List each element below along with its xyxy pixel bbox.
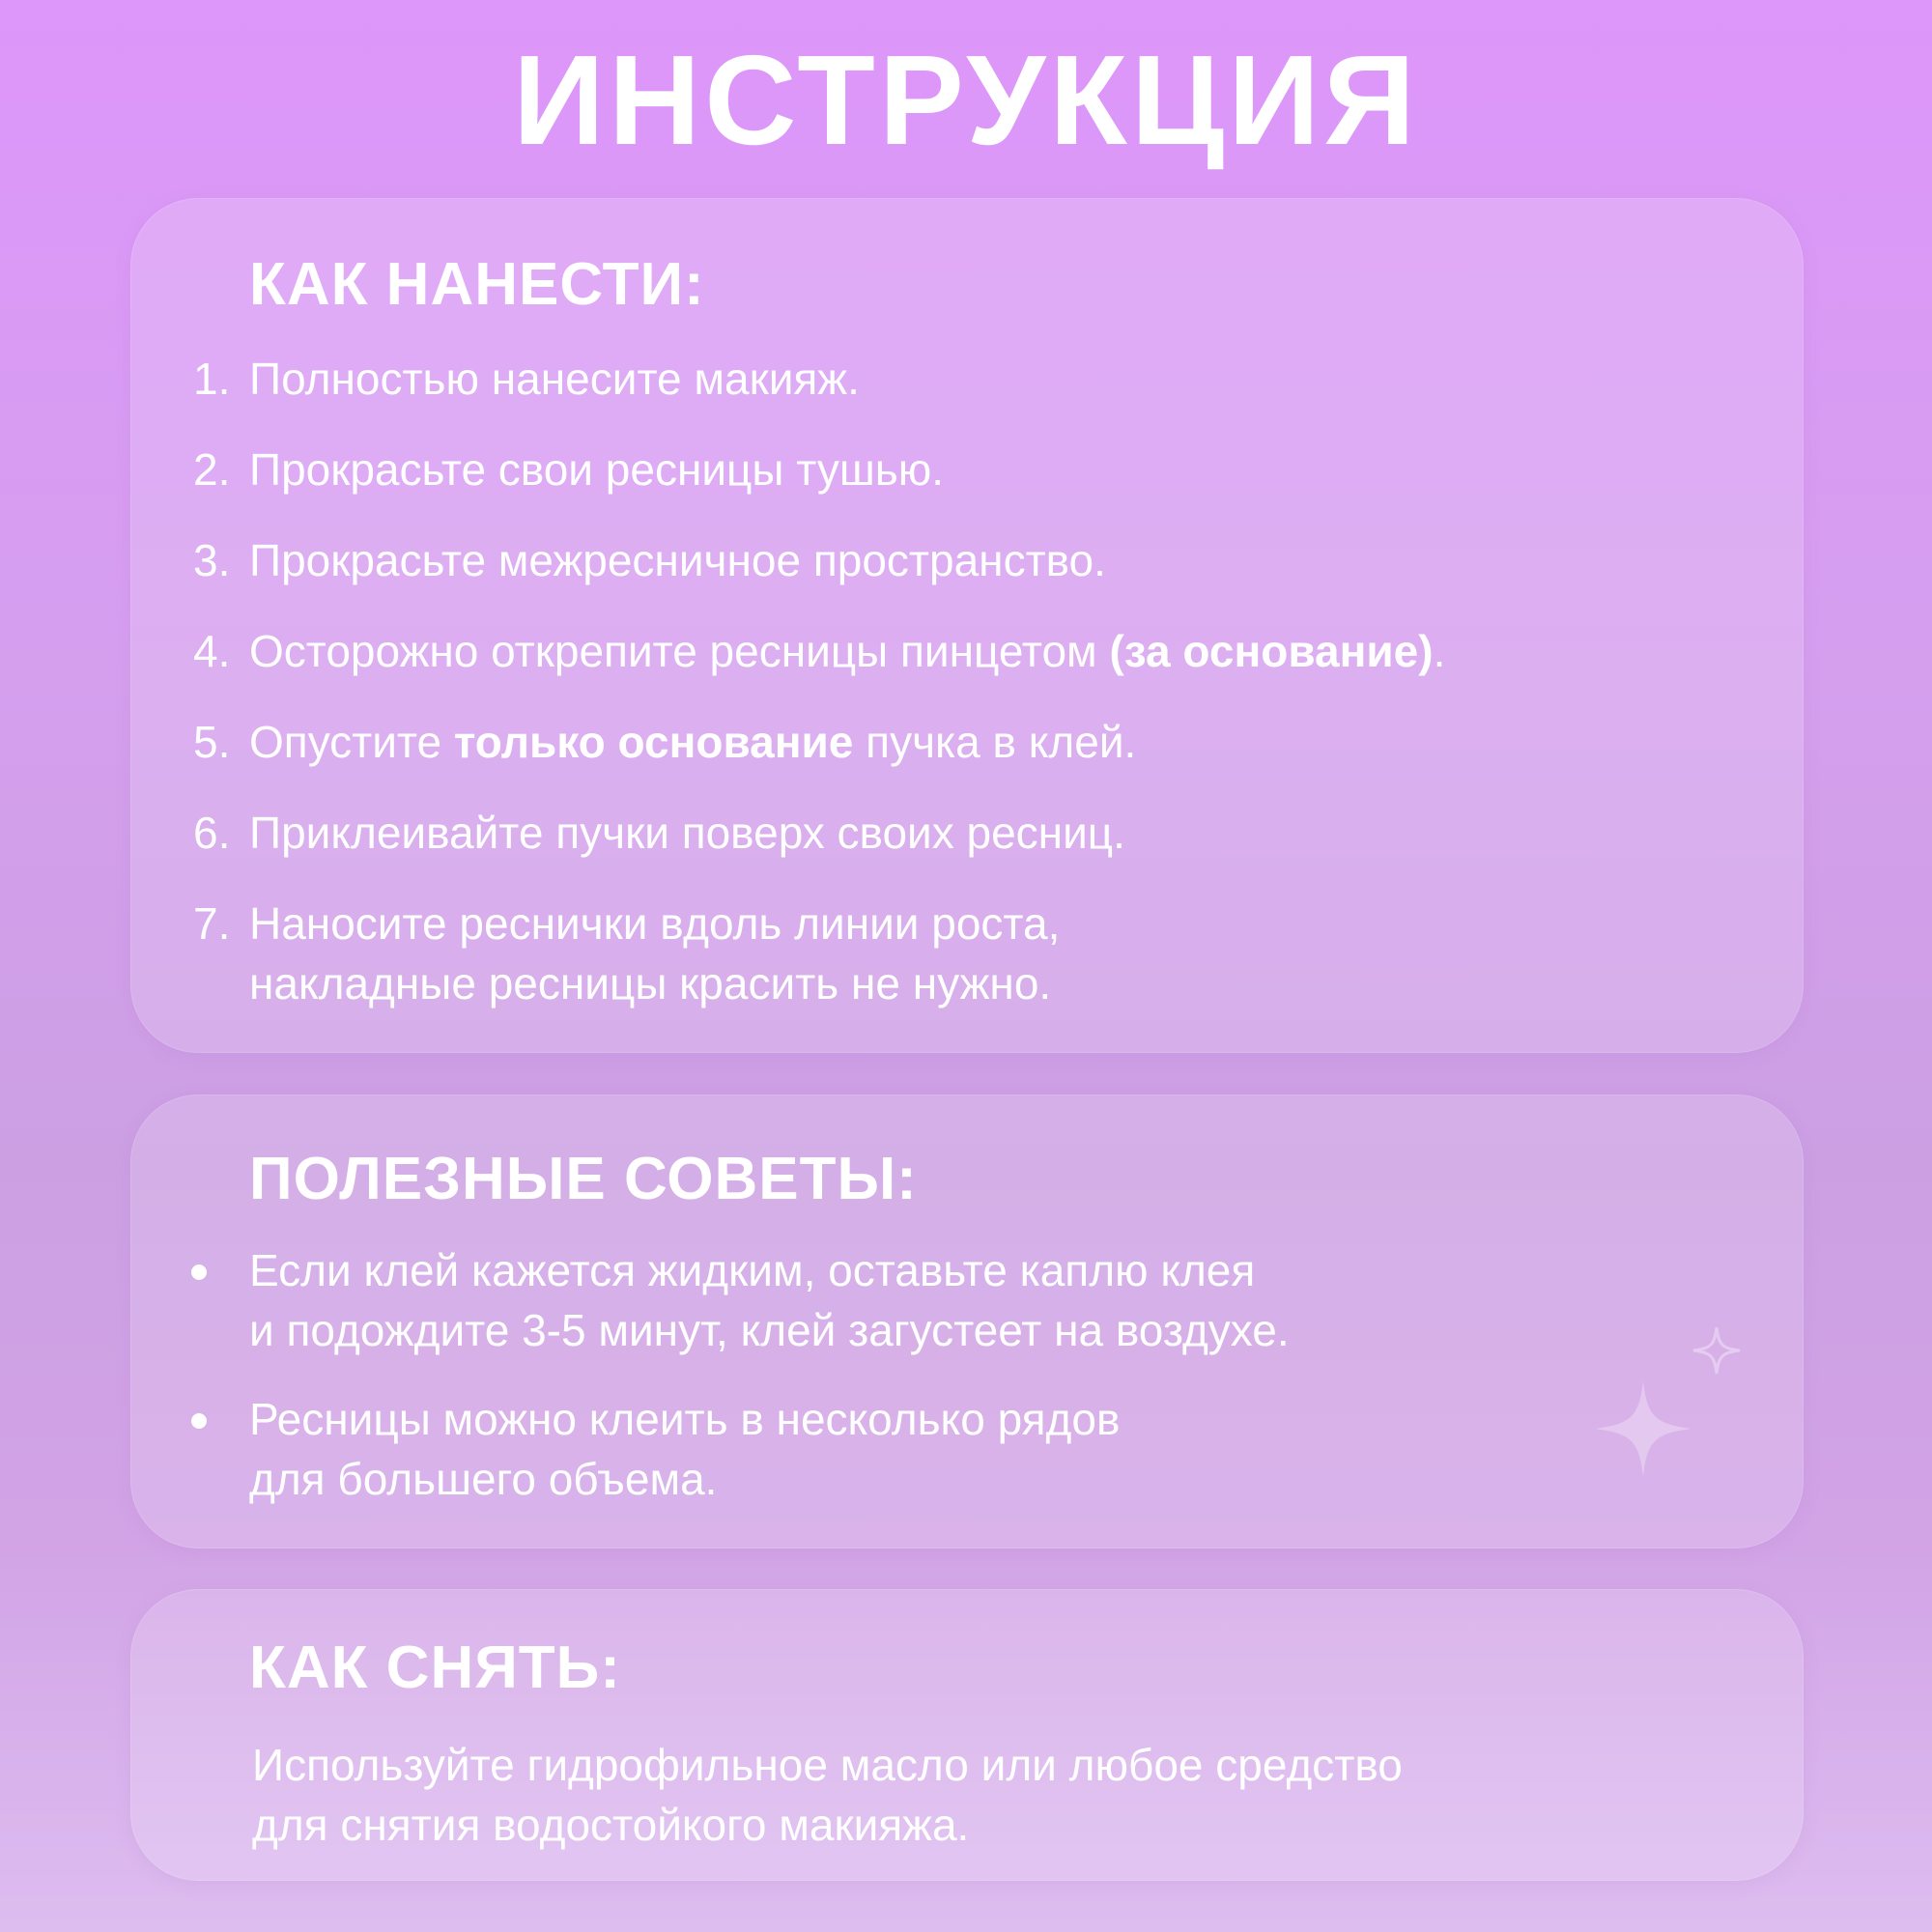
step-text-bold: (за основание) <box>1109 626 1434 676</box>
apply-step <box>131 621 1764 712</box>
apply-step <box>131 894 1764 1013</box>
step-number: 1. <box>193 354 231 404</box>
step-text-line: Наносите реснички вдоль линии роста, <box>249 898 1061 949</box>
useful-tips-heading: ПОЛЕЗНЫЕ СОВЕТЫ: <box>249 1146 918 1212</box>
tip-item <box>131 1240 1764 1389</box>
step-text: Прокрасьте свои ресницы тушью. <box>249 444 944 495</box>
how-to-apply-card <box>130 198 1804 1053</box>
step-text-bold: только основание <box>453 717 854 767</box>
tip-text-line: для большего объема. <box>249 1454 718 1504</box>
apply-steps-list <box>131 349 1764 1013</box>
step-number: 3. <box>193 535 231 585</box>
step-text-regular: Опустите <box>249 717 454 767</box>
tip-text-line: и подождите 3-5 минут, клей загустеет на воздухе. <box>249 1305 1290 1355</box>
apply-step <box>131 440 1764 530</box>
step-number: 4. <box>193 626 231 676</box>
page-title: ИНСТРУКЦИЯ <box>512 29 1420 171</box>
step-text: Полностью нанесите макияж. <box>249 354 860 404</box>
remove-text-line: Используйте гидрофильное масло или любое средство <box>252 1740 1403 1790</box>
bullet-icon <box>191 1264 207 1280</box>
tip-text-line: Ресницы можно клеить в несколько рядов <box>249 1394 1121 1444</box>
bullet-icon <box>191 1413 207 1429</box>
step-text <box>249 626 1445 676</box>
step-text <box>249 717 1136 767</box>
apply-step <box>131 712 1764 803</box>
tip-item <box>131 1389 1764 1538</box>
remove-instructions <box>252 1735 1403 1855</box>
step-text: Прокрасьте межресничное пространство. <box>249 535 1106 585</box>
step-text-regular: Осторожно открепите ресницы пинцетом <box>249 626 1110 676</box>
apply-step <box>131 349 1764 440</box>
step-number: 6. <box>193 808 231 858</box>
remove-text-line: для снятия водостойкого макияжа. <box>252 1800 970 1850</box>
step-text: Приклеивайте пучки поверх своих ресниц. <box>249 808 1125 858</box>
how-to-remove-card <box>130 1589 1804 1881</box>
step-number: 2. <box>193 444 231 495</box>
how-to-remove-heading: КАК СНЯТЬ: <box>249 1634 621 1701</box>
step-number: 5. <box>193 717 231 767</box>
how-to-apply-heading: КАК НАНЕСТИ: <box>249 251 705 318</box>
apply-step <box>131 530 1764 621</box>
useful-tips-card <box>130 1094 1804 1548</box>
apply-step <box>131 803 1764 894</box>
step-number: 7. <box>193 898 231 949</box>
tips-list <box>131 1240 1764 1538</box>
step-text-end: . <box>1433 626 1446 676</box>
tip-text-line: Если клей кажется жидким, оставьте каплю клея <box>249 1245 1256 1295</box>
step-text-end: пучка в клей. <box>853 717 1137 767</box>
step-text-line: накладные ресницы красить не нужно. <box>249 958 1052 1009</box>
